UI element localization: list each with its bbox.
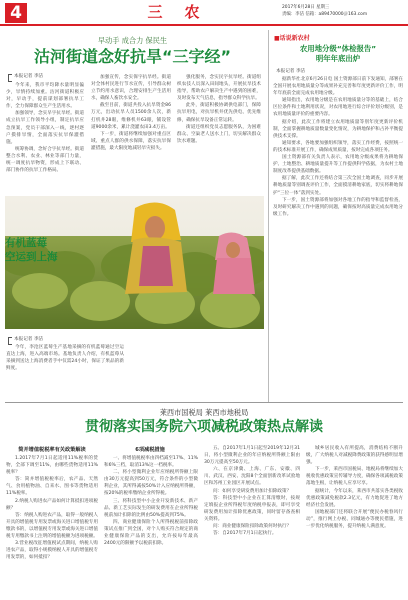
header-info (282, 4, 406, 18)
photo-caption-line-1: 有机蓝莓 (5, 237, 47, 249)
paragraph: 二、将小型微利企业年应纳税所得额上限由30万元提高到50万元，符合条件的小型微利企业，其所得减按50%计入应纳税所得额，按20%的税率缴纳企业所得税。 (104, 470, 198, 497)
lead-byline-text: 本报记者 李洁 (14, 74, 44, 79)
bottom-col-4 (306, 445, 403, 597)
paragraph: 答：科技型中小企业在汇算清缴时，按规定填报企业所得税年度纳税申报表，即可享受研发费用加计扣除优惠政策，同时留存备查相关资料。 (204, 495, 300, 522)
editor-line: 责编：李洁 信箱：a89470000＠163.com (282, 12, 368, 17)
paragraph: 四、商业健康保险个人所得税税前扣除政策试点推广到全国，对个人购买符合规定的商业健康保险产品的支出，允许按每年最高2400元的限额予以税前扣除。 (104, 519, 198, 547)
paragraph: 2.纳税人购进农产品如何计算抵扣进项税额？ (6, 498, 98, 511)
paragraph: 答：自2017年7月1日起执行。 (213, 531, 277, 537)
lead-byline (8, 73, 78, 81)
lead-col-3 (177, 74, 261, 192)
sidebar-headline-line-2: 明年年底出炉 (315, 54, 361, 63)
paragraph: 1.2017年7月1日起适用11%税率的货物，全部下调至11%，由哪些货物适用11%税率？ (6, 456, 98, 476)
paragraph: 据了解，此次工作还将结合第三次全国土地调查，同步开展耕地质量等别调查评价工作，全面摸清耕地家底，切实将耕地保护“三位一体”落到实处。 (273, 176, 403, 196)
paragraph: 六、在京津冀、上海、广东、安徽、四川、武汉、西安、沈阳8个全面创新改革试验地区和苏州工业园区开展试点。 (204, 467, 300, 487)
paragraph: 据介绍，此次工作将建立农用地质量等别年度更新评价机制，全面掌握耕地质量数量变化情况，为耕地保护和占补平衡提供技术支撑。 (273, 119, 403, 139)
lead-kicker: 早动手 成合力 保民生 (97, 36, 168, 45)
sidebar-headline (272, 44, 404, 64)
paragraph: 国地税部门还将联合开展“便民办税春风行动”，推行网上办税、同城通办等便民措施，进一步优化纳税服务，提升纳税人满意度。 (306, 509, 403, 530)
sidebar-headline-line-1: 农用地分级“体检报告” (299, 44, 377, 53)
paragraph: 一、将增值税税率由四档减至17%、11%和6%三档，取消13%这一档税率。 (104, 456, 198, 469)
bottom-col-3 (204, 445, 300, 597)
paragraph: 据统计，今年以来，莱西市共落实各类税收优惠政策减免税款2.3亿元，有力地促进了地方经济社会发展。 (306, 488, 403, 508)
paragraph: 3.营业税改征增值税试点期间，纳税人购进农产品，取得小规模纳税人开具的增值税专用发票的，如何抵扣？ (6, 541, 98, 561)
sidebar-body (273, 76, 403, 398)
paragraph: 此外，街道积极协调供电部门，保障抗旱用电，对抗旱机井优先供电、优先维修，确保抗旱设备正常运转。 (177, 103, 261, 123)
photo-byline (8, 336, 78, 344)
paragraph: 强化服务，念实民字抗旱经。街道组织农技人员深入田间地头，开展抗旱技术指导，帮助农户解决生产中遇到的困难，及时发布天气信息，指导群众科学抗旱。 (177, 75, 261, 102)
photo-story-body (6, 344, 124, 394)
page-number: 4 (5, 3, 27, 23)
bottom-col-2-head: 6项减税措施 (135, 447, 165, 453)
paragraph: 问：如何享受研发费用加计扣除政策？ (213, 488, 292, 494)
bottom-col-2 (104, 455, 198, 597)
photo-caption-line-2: 空运到上海 (5, 251, 58, 263)
lead-headline: 沽河街道念好抗旱“三字经” (33, 47, 232, 66)
paragraph: 今年，李沧区蓝莓生产基地采摘的有机蓝莓通过空运直达上海，进入高端市场。基地负责人介绍，有机蓝莓从采摘到送达上海消费者手中仅需24小时，保证了果品的新鲜度。 (6, 345, 124, 372)
paragraph: 今年来，我市平均降水量明显偏少，旱情持续加重。沽河街道积极应对，早动手，提前谋划部署抗旱工作，全力保障群众生产生活用水。 (6, 83, 84, 110)
paragraph: 统筹协调，念好合字抗旱经。街道整合水利、农业、林业等部门力量，统一调度抗旱物资，形成上下联动、部门协作的抗旱工作格局。 (6, 146, 84, 174)
paragraph: 五、自2017年1月1日起至2019年12月31日，将小型微利企业的年应纳税所得额上限由30万元提高至50万元。 (204, 446, 300, 466)
paragraph: 下一步，国土资源部将加强对各地工作的指导和监督检查，及时研究解决工作中遇到的问题，确保按时高质量完成农用地分级工作。 (273, 197, 403, 217)
photo-caption-title (5, 236, 83, 264)
paragraph: 下一步，街道将继续加强对重点区域、重点人群的供水保障，落实抗旱保灌措施，最大限度地减轻旱灾损失。 (91, 131, 171, 151)
paragraph: 加强宣传，念实保字抗旱经。街道对全体村民进行节水宣传，引导群众树立节约用水意识，合理安排生产生活用水，确保人畜饮水安全。 (91, 75, 171, 102)
lead-col-2 (91, 74, 171, 192)
paragraph: 截至目前，街道共投入抗旱资金86万元，出动抗旱人员1500余人次，新打机井28眼，维修机井63眼，铺设管道9000余米，累计浇灌农田3.4万亩。 (91, 103, 171, 130)
paragraph: 国土资源部有关负责人表示，农用地分级成果将为耕地保护、土地整治、耕地质量提升等工作提供科学依据，为农村土地制度改革提供基础数据。 (273, 155, 403, 175)
paragraph: 街道还组织党员志愿服务队，为困难群众、空巢老人送水上门，切实解决群众饮水难题。 (177, 124, 261, 144)
paragraph: 答：简并增值税税率后，农产品、天然气、食用植物油、自来水、图书等货物适用11%税率。 (6, 477, 98, 497)
paragraph: 问：商业健康保险扣除政策何时执行？ (213, 524, 292, 530)
bottom-col-1 (6, 455, 98, 597)
paragraph: 通知要求，各地要加强组织领导，落实工作经费，按照统一的技术标准开展工作，确保成果质量，按时完成各项任务。 (273, 140, 403, 153)
paragraph: 通知指出，农用地分级是在农用地质量分等的基础上，结合区位条件和土地利用状况，对农用地进行综合评价划分级别，是农用地质量评价的重要内容。 (273, 98, 403, 118)
bottom-headline: 贯彻落实国务院六项减税政策热点解读 (85, 419, 323, 435)
sidebar-divider (268, 30, 269, 402)
paragraph: 加强领导，念实早字抗旱经。街道成立抗旱工作领导小组，制定抗旱应急预案，党员干部深入一线，逐村逐户摸排旱情，全面落实抗旱保灌措施。 (6, 111, 84, 145)
paragraph: 城乡居民收入有所提高，消费结构不断升级，广大纳税人对减税降费政策的获得感明显增强。 (306, 446, 403, 466)
bottom-source-line: 莱西市国税局 莱西市地税局 (159, 408, 249, 417)
section-title: 三农 (147, 3, 222, 21)
photo-byline-text: 本报记者 李洁 (14, 337, 44, 342)
sidebar-byline: 本报记者 李洁 (276, 69, 306, 74)
paragraph: 据新华社北京6月26日电 国土资源部日前下发通知，部署在全国开展农用地质量分等成果补充完善和年度更新评价工作，明年年底前全面完成农用地分级。 (273, 77, 403, 97)
paragraph: 答：纳税人购进农产品，取得一般纳税人开具的增值税专用发票或海关进口增值税专用缴款书的，以增值税专用发票或海关进口增值税专用缴款书上注明的增值税额为进项税额。 (6, 512, 98, 540)
bottom-col-1-head: 简并增值税税率有关政策解读 (18, 447, 86, 453)
paragraph: 下一步，莱西市国税局、地税局将继续加大税收优惠政策宣传辅导力度，确保各项减税政策落地生根，让纳税人应享尽享。 (306, 467, 403, 487)
sidebar-section-tag: ■话说新农村 (274, 35, 310, 42)
bottom-rule (5, 402, 403, 403)
masthead-rule (0, 24, 408, 26)
date-line: 2017年6月28日 星期三 (282, 5, 330, 10)
lead-col-1 (6, 82, 84, 192)
paragraph: 三、将科技型中小企业开发新技术、新产品、新工艺实际发生的研发费用在企业所得税税前加计扣除的比例由50%提高到75%。 (104, 498, 198, 518)
